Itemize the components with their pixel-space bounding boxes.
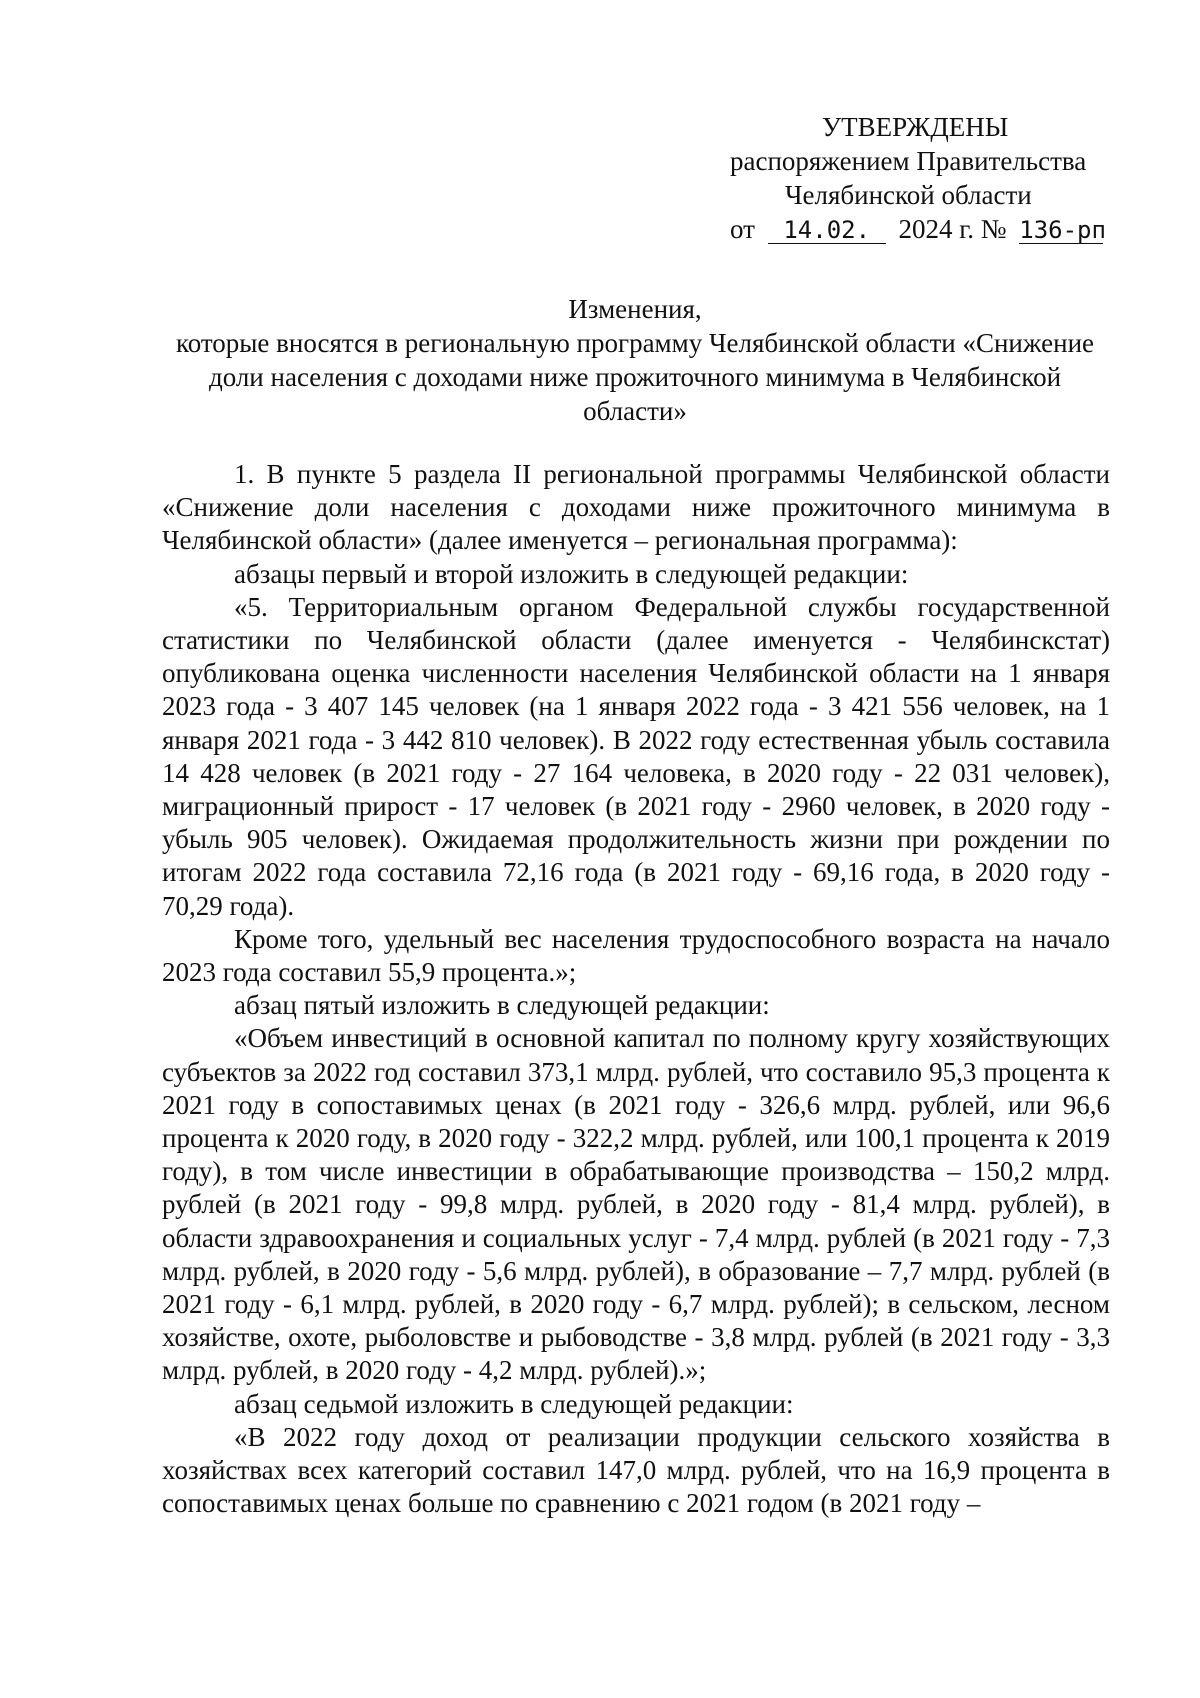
approval-authority: распоряжением Правительства	[730, 146, 1087, 176]
paragraph: Кроме того, удельный вес населения трудоспособного возраста на начало 2023 года составил 55,9 процента.»;	[162, 923, 1110, 988]
approval-stamp	[730, 110, 1110, 246]
paragraph: «В 2022 году доход от реализации продукции сельского хозяйства в хозяйствах всех категорий составил 147,0 млрд. рублей, что на 16,9 процента в сопоставимых ценах больше по сравнению с 2021 годом (в 2021 году –	[162, 1421, 1110, 1519]
title-subject: которые вносятся в региональную программу Челябинской области «Снижение доли населения с доходами ниже прожиточного минимума в Челябинской области»	[175, 328, 1095, 426]
approval-from-label: от	[730, 214, 755, 244]
approval-date: 14.02.	[768, 217, 886, 244]
approval-year-label: 2024 г. №	[898, 214, 1007, 244]
title-heading: Изменения,	[568, 294, 702, 324]
paragraph: «5. Территориальным органом Федеральной службы государственной статистики по Челябинской области (далее именуется - Челябинскстат) опубликована оценка численности населения Челябинской области на 1 января 2023 года - 3 407 145 человек (на 1 января 2022 года - 3 421 556 человек, на 1 января 2021 года - 3 442 810 человек). В 2022 году естественная убыль составила 14 428 человек (в 2021 году - 27 164 человека, в 2020 году - 22 031 человек), миграционный прирост - 17 человек (в 2021 году - 2960 человек, в 2020 году - убыль 905 человек). Ожидаемая продолжительность жизни при рождении по итогам 2022 года составила 72,16 года (в 2021 году - 69,16 года, в 2020 году - 70,29 года).	[162, 591, 1110, 921]
document-title	[160, 292, 1110, 428]
approval-date-number	[730, 212, 1110, 246]
approval-region: Челябинской области	[785, 180, 1032, 210]
approval-heading: УТВЕРЖДЕНЫ	[822, 112, 1009, 142]
approval-number: 136-рп	[1019, 216, 1106, 244]
paragraph: 1. В пункте 5 раздела II региональной программы Челябинской области «Снижение доли населения с доходами ниже прожиточного минимума в Челябинской области» (далее именуется – региональная программа):	[162, 459, 1110, 556]
document-body	[162, 458, 1110, 1521]
paragraph: абзацы первый и второй изложить в следующей редакции:	[234, 558, 909, 589]
paragraph: абзац пятый изложить в следующей редакции:	[234, 990, 770, 1021]
paragraph: абзац седьмой изложить в следующей редакции:	[234, 1388, 794, 1419]
paragraph: «Объем инвестиций в основной капитал по полному кругу хозяйствующих субъектов за 2022 год составил 373,1 млрд. рублей, что составило 95,3 процента к 2021 году в сопоставимых ценах (в 2021 году - 326,6 млрд. рублей, или 96,6 процента к 2020 году, в 2020 году - 322,2 млрд. рублей, или 100,1 процента к 2019 году), в том числе инвестиции в обрабатывающие производства – 150,2 млрд. рублей (в 2021 году - 99,8 млрд. рублей, в 2020 году - 81,4 млрд. рублей), в области здравоохранения и социальных услуг - 7,4 млрд. рублей (в 2021 году - 7,3 млрд. рублей, в 2020 году - 5,6 млрд. рублей), в образование – 7,7 млрд. рублей (в 2021 году - 6,1 млрд. рублей, в 2020 году - 6,7 млрд. рублей); в сельском, лесном хозяйстве, охоте, рыболовстве и рыбоводстве - 3,8 млрд. рублей (в 2021 году - 3,3 млрд. рублей, в 2020 году - 4,2 млрд. рублей).»;	[162, 1023, 1110, 1386]
